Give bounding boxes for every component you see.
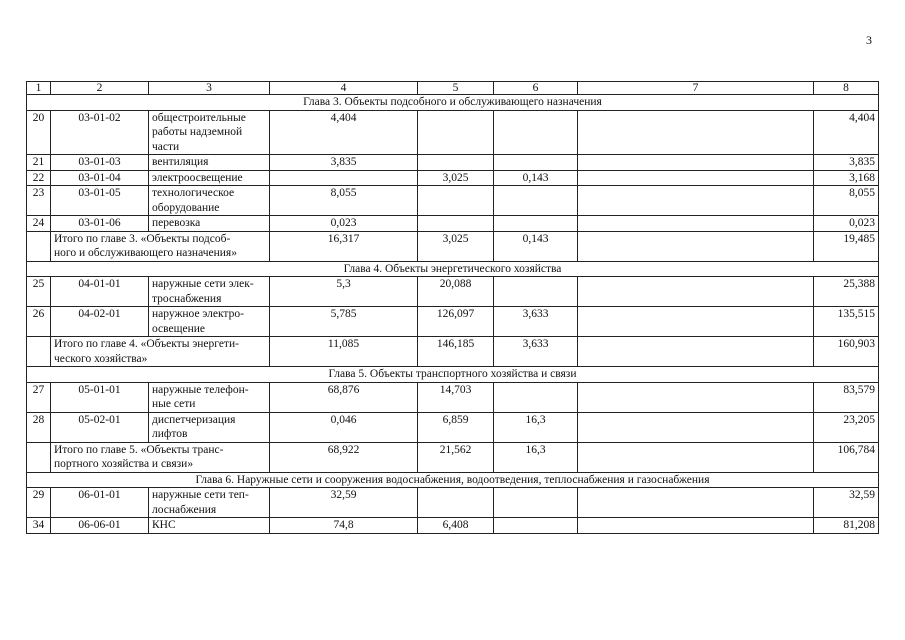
col4-value: 5,785 [270, 307, 418, 337]
estimate-code: 03-01-04 [51, 170, 149, 186]
col8-total: 3,835 [814, 155, 879, 171]
cell-line: ного и обслуживающего назначения» [54, 247, 237, 259]
col8-total: 25,388 [814, 277, 879, 307]
chapter-row [27, 367, 879, 383]
cell-line: части [152, 140, 180, 153]
col7-value [578, 155, 814, 171]
estimate-code: 06-01-01 [51, 488, 149, 518]
col6-value [494, 216, 578, 232]
col4-value: 0,046 [270, 412, 418, 442]
row-number: 23 [27, 186, 51, 216]
cell-line: общестроительные [152, 111, 246, 124]
row-number: 28 [27, 412, 51, 442]
col4-value [270, 170, 418, 186]
table-row [27, 110, 879, 155]
work-name [149, 412, 270, 442]
chapter-total-row [27, 337, 879, 367]
column-header: 7 [578, 82, 814, 95]
col4-value: 5,3 [270, 277, 418, 307]
col7-value [578, 277, 814, 307]
cell-line: перевозка [152, 217, 201, 229]
chapter-total-row [27, 231, 879, 261]
col5-value [418, 110, 494, 155]
page-number: 3 [866, 33, 872, 47]
cell-line: наружные сети теп- [152, 489, 249, 501]
col4-value: 68,876 [270, 382, 418, 412]
col5-value: 6,408 [418, 518, 494, 534]
row-number: 27 [27, 382, 51, 412]
estimate-code: 03-01-06 [51, 216, 149, 232]
cell-line: диспетчеризация [152, 413, 236, 426]
table-row [27, 412, 879, 442]
col6-value: 0,143 [494, 231, 578, 261]
work-name [149, 277, 270, 307]
col5-value: 21,562 [418, 442, 494, 472]
col5-value: 126,097 [418, 307, 494, 337]
col4-value: 4,404 [270, 110, 418, 155]
work-name [149, 216, 270, 232]
row-number: 22 [27, 170, 51, 186]
col4-value: 32,59 [270, 488, 418, 518]
total-empty-cell [27, 442, 51, 472]
table-row [27, 186, 879, 216]
col8-total: 83,579 [814, 382, 879, 412]
total-empty-cell [27, 337, 51, 367]
column-header: 5 [418, 82, 494, 95]
cell-line: наружное электро- [152, 308, 244, 320]
row-number: 25 [27, 277, 51, 307]
col6-value: 16,3 [494, 442, 578, 472]
chapter-title: Глава 6. Наружные сети и сооружения водоснабжения, водоотведения, теплоснабжения и газоснабжения [27, 472, 879, 488]
work-name [149, 186, 270, 216]
col6-value [494, 382, 578, 412]
chapter-title: Глава 5. Объекты транспортного хозяйства и связи [27, 367, 879, 383]
cell-line: работы надземной [152, 126, 243, 138]
column-header: 8 [814, 82, 879, 95]
cell-line: ные сети [152, 398, 196, 410]
total-empty-cell [27, 231, 51, 261]
col5-value: 14,703 [418, 382, 494, 412]
col8-total: 23,205 [814, 412, 879, 442]
col7-value [578, 231, 814, 261]
work-name [149, 488, 270, 518]
col5-value: 3,025 [418, 170, 494, 186]
estimate-code: 04-01-01 [51, 277, 149, 307]
col4-value: 68,922 [270, 442, 418, 472]
col8-total: 160,903 [814, 337, 879, 367]
col5-value: 146,185 [418, 337, 494, 367]
col8-total: 135,515 [814, 307, 879, 337]
col4-value: 11,085 [270, 337, 418, 367]
col5-value [418, 488, 494, 518]
col8-total: 8,055 [814, 186, 879, 216]
work-name [149, 155, 270, 171]
estimate-code: 03-01-03 [51, 155, 149, 171]
table-row [27, 307, 879, 337]
chapter-total-label [51, 231, 270, 261]
cell-line: наружные телефон- [152, 383, 249, 396]
col6-value [494, 110, 578, 155]
cell-line: лоснабжения [152, 503, 217, 516]
table-row [27, 216, 879, 232]
column-header: 2 [51, 82, 149, 95]
work-name [149, 307, 270, 337]
work-name [149, 518, 270, 534]
work-name [149, 110, 270, 155]
chapter-total-row [27, 442, 879, 472]
column-header: 4 [270, 82, 418, 95]
row-number: 21 [27, 155, 51, 171]
table-row [27, 170, 879, 186]
col4-value: 3,835 [270, 155, 418, 171]
chapter-title: Глава 4. Объекты энергетического хозяйства [27, 261, 879, 277]
chapter-row [27, 472, 879, 488]
col7-value [578, 442, 814, 472]
cell-line: портного хозяйства и связи» [54, 458, 194, 470]
table-row [27, 488, 879, 518]
col5-value [418, 216, 494, 232]
col6-value: 3,633 [494, 307, 578, 337]
col6-value [494, 488, 578, 518]
table-row [27, 277, 879, 307]
row-number: 29 [27, 488, 51, 518]
chapter-title: Глава 3. Объекты подсобного и обслуживающего назначения [27, 95, 879, 111]
col6-value: 3,633 [494, 337, 578, 367]
row-number: 26 [27, 307, 51, 337]
cell-line: технологическое [152, 187, 235, 199]
col8-total: 81,208 [814, 518, 879, 534]
col7-value [578, 412, 814, 442]
row-number: 20 [27, 110, 51, 155]
col5-value: 3,025 [418, 231, 494, 261]
chapter-total-label [51, 337, 270, 367]
cell-line: Итого по главе 4. «Объекты энергети- [54, 338, 239, 350]
col7-value [578, 307, 814, 337]
col8-total: 0,023 [814, 216, 879, 232]
col5-value: 6,859 [418, 412, 494, 442]
chapter-row [27, 95, 879, 111]
estimate-code: 03-01-05 [51, 186, 149, 216]
estimate-code: 04-02-01 [51, 307, 149, 337]
chapter-total-label [51, 442, 270, 472]
work-name [149, 170, 270, 186]
work-name [149, 382, 270, 412]
table-row [27, 382, 879, 412]
col6-value: 0,143 [494, 170, 578, 186]
table-row [27, 155, 879, 171]
col4-value: 16,317 [270, 231, 418, 261]
column-header-row [27, 82, 879, 95]
col7-value [578, 216, 814, 232]
row-number: 24 [27, 216, 51, 232]
estimate-code: 05-01-01 [51, 382, 149, 412]
col8-total: 32,59 [814, 488, 879, 518]
col5-value [418, 186, 494, 216]
cell-line: лифтов [152, 428, 188, 440]
chapter-row [27, 261, 879, 277]
cell-line: Итого по главе 5. «Объекты транс- [54, 443, 224, 456]
col6-value: 16,3 [494, 412, 578, 442]
column-header: 1 [27, 82, 51, 95]
col4-value: 74,8 [270, 518, 418, 534]
col7-value [578, 518, 814, 534]
col5-value: 20,088 [418, 277, 494, 307]
cell-line: оборудование [152, 201, 220, 214]
col6-value [494, 155, 578, 171]
col7-value [578, 110, 814, 155]
col6-value [494, 277, 578, 307]
col7-value [578, 488, 814, 518]
col4-value: 8,055 [270, 186, 418, 216]
col7-value [578, 170, 814, 186]
cell-line: наружные сети элек- [152, 278, 254, 290]
col7-value [578, 186, 814, 216]
cell-line: ческого хозяйства» [54, 352, 148, 365]
estimate-code: 05-02-01 [51, 412, 149, 442]
table-row [27, 518, 879, 534]
col8-total: 4,404 [814, 110, 879, 155]
col6-value [494, 518, 578, 534]
cell-line: КНС [152, 519, 176, 531]
row-number: 34 [27, 518, 51, 534]
cell-line: освещение [152, 322, 205, 335]
col5-value [418, 155, 494, 171]
cell-line: электроосвещение [152, 171, 243, 184]
cell-line: вентиляция [152, 156, 209, 168]
col8-total: 3,168 [814, 170, 879, 186]
col6-value [494, 186, 578, 216]
cell-line: троснабжения [152, 292, 222, 305]
column-header: 6 [494, 82, 578, 95]
cell-line: Итого по главе 3. «Объекты подсоб- [54, 232, 231, 245]
estimate-table [26, 81, 879, 534]
column-header: 3 [149, 82, 270, 95]
col8-total: 19,485 [814, 231, 879, 261]
col7-value [578, 337, 814, 367]
col8-total: 106,784 [814, 442, 879, 472]
estimate-code: 03-01-02 [51, 110, 149, 155]
estimate-code: 06-06-01 [51, 518, 149, 534]
col7-value [578, 382, 814, 412]
col4-value: 0,023 [270, 216, 418, 232]
